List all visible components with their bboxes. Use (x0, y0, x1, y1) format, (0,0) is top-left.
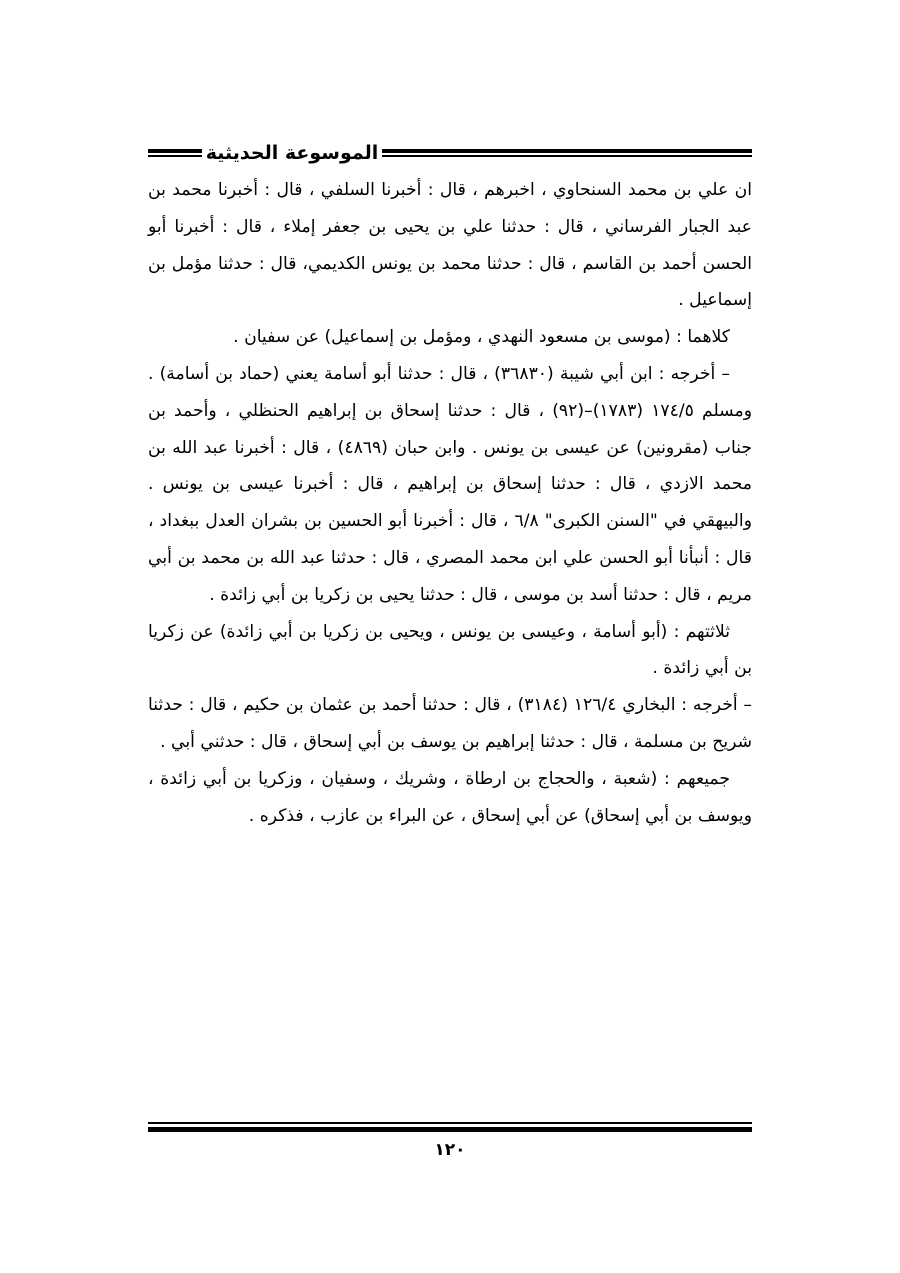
page-header (148, 138, 752, 168)
footer-rule (148, 1122, 752, 1132)
paragraph-1: ان علي بن محمد السنحاوي ، اخبرهم ، قال : أخبرنا السلفي ، قال : أخبرنا محمد بن عبد الجبار الفرساني ، قال : حدثنا علي بن يحيى بن جعفر إملاء ، قال : أخبرنا أبو الحسن أحمد بن القاسم ، قال : حدثنا محمد بن يونس الكديمي، قال : حدثنا مؤمل بن إسماعيل . (148, 180, 752, 311)
paragraph-4: ثلاثتهم : (أبو أسامة ، وعيسى بن يونس ، ويحيى بن زكريا بن أبي زائدة) عن زكريا بن أبي زائدة . (148, 621, 752, 679)
running-title: الموسوعة الحديثية (205, 142, 379, 164)
paragraph-2: كلاهما : (موسى بن مسعود النهدي ، ومؤمل بن إسماعيل) عن سفيان . (233, 327, 730, 348)
paragraph-5: – أخرجه : البخاري ١٢٦/٤ (٣١٨٤) ، قال : حدثنا أحمد بن عثمان بن حكيم ، قال : حدثنا شريح بن مسلمة ، قال : حدثنا إبراهيم بن يوسف بن أبي إسحاق ، قال : حدثني أبي . (148, 695, 752, 752)
paragraph-3: – أخرجه : ابن أبي شيبة (٣٦٨٣٠) ، قال : حدثنا أبو أسامة يعني (حماد بن أسامة) . ومسلم ١٧٤/٥ (١٧٨٣)–(٩٢) ، قال : حدثنا إسحاق بن إبراهيم الحنظلي ، وأحمد بن جناب (مقرونين) عن عيسى بن يونس . وابن حبان (٤٨٦٩) ، قال : أخبرنا عبد الله بن محمد الازدي ، قال : حدثنا إسحاق بن إبراهيم ، قال : أخبرنا عيسى بن يونس . والبيهقي في "السنن الكبرى" ٦/٨ ، قال : أخبرنا أبو الحسين بن بشران العدل ببغداد ، قال : أنبأنا أبو الحسن علي ابن محمد المصري ، قال : حدثنا عبد الله بن محمد بن أبي مريم ، قال : حدثنا أسد بن موسى ، قال : حدثنا يحيى بن زكريا بن أبي زائدة . (148, 363, 752, 605)
header-rule-right (382, 149, 752, 158)
page-number: ١٢٠ (434, 1140, 466, 1160)
paragraph-6: جميعهم : (شعبة ، والحجاج بن ارطاة ، وشريك ، وسفيان ، وزكريا بن أبي زائدة ، ويوسف بن أبي إسحاق) عن أبي إسحاق ، عن البراء بن عازب ، فذكره . (148, 768, 752, 826)
page-body (148, 172, 752, 834)
header-rule-left (148, 149, 202, 158)
